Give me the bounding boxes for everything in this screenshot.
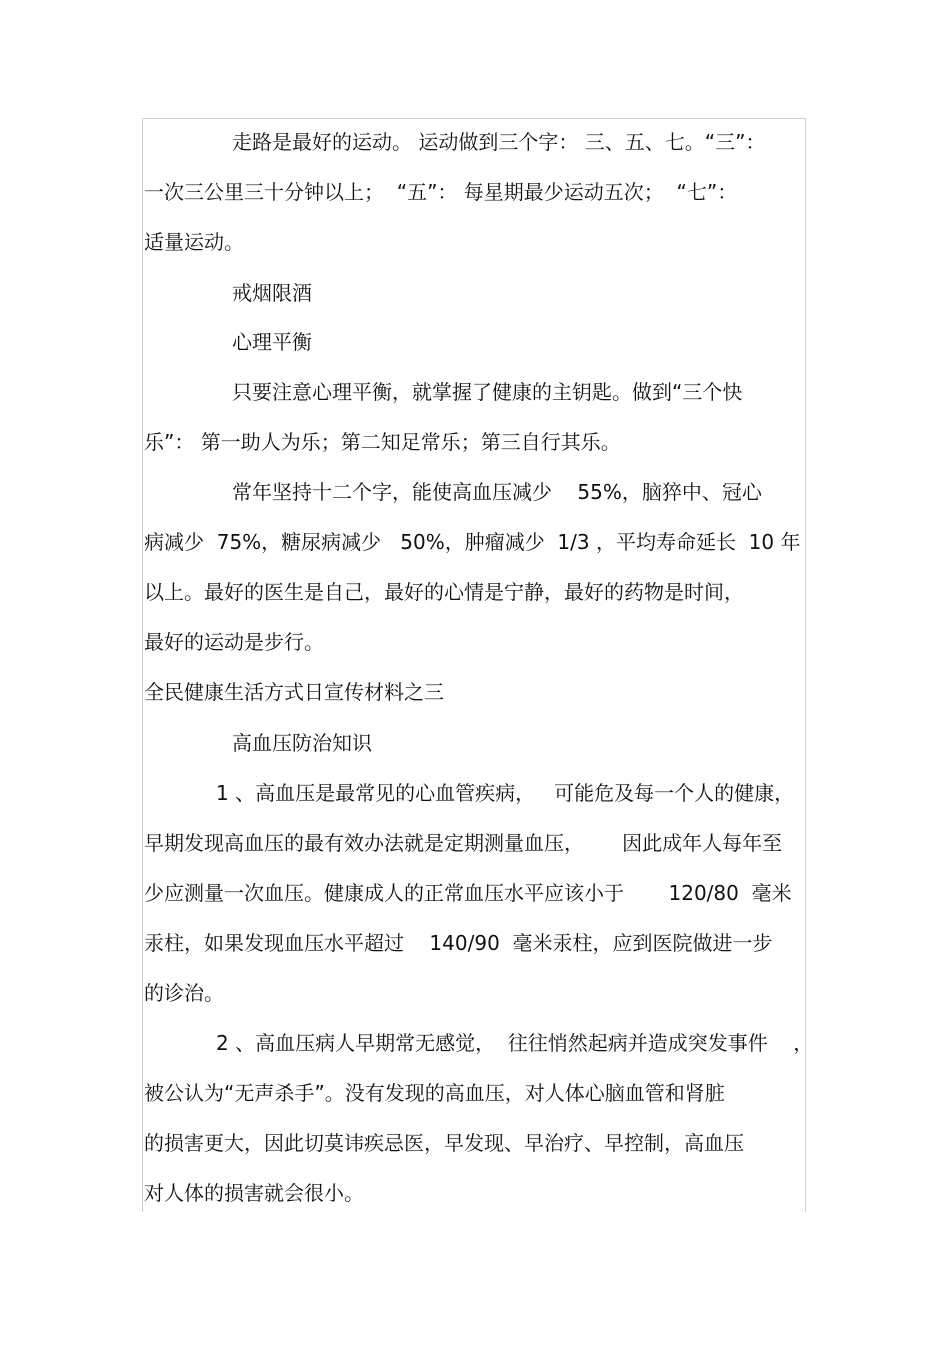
text-line: 1 、高血压是最常见的心血管疾病， 可能危及每一个人的健康，	[216, 781, 795, 805]
text-line: 的诊治。	[144, 981, 224, 1005]
section-heading: 高血压防治知识	[232, 731, 372, 755]
text-line: 最好的运动是步行。	[144, 630, 324, 654]
text-line: 汞柱，如果发现血压水平超过 140/90 毫米汞柱，应到医院做进一步	[144, 931, 773, 955]
text-line: 适量运动。	[144, 230, 244, 254]
text-line: 只要注意心理平衡，就掌握了健康的主钥匙。做到“三个快	[232, 380, 743, 404]
text-line: 走路是最好的运动。 运动做到三个字： 三、五、七。“三”：	[232, 130, 766, 154]
section-heading: 戒烟限酒	[232, 281, 312, 305]
text-line: 的损害更大，因此切莫讳疾忌医，早发现、早治疗、早控制，高血压	[144, 1131, 744, 1155]
text-line: 以上。最好的医生是自己，最好的心情是宁静，最好的药物是时间，	[144, 580, 744, 604]
text-line: 病减少 75%，糖尿病减少 50%，肿瘤减少 1/3 ，平均寿命延长 10 年	[144, 530, 801, 554]
text-line: 2 、高血压病人早期常无感觉， 往往悄然起病并造成突发事件 ，	[216, 1031, 814, 1055]
text-line: 早期发现高血压的最有效办法就是定期测量血压， 因此成年人每年至	[144, 831, 783, 855]
text-line: 少应测量一次血压。健康成人的正常血压水平应该小于 120/80 毫米	[144, 881, 792, 905]
text-line: 乐”： 第一助人为乐；第二知足常乐；第三自行其乐。	[144, 430, 621, 454]
text-line: 被公认为“无声杀手”。没有发现的高血压，对人体心脑血管和肾脏	[144, 1081, 725, 1105]
text-line: 一次三公里三十分钟以上； “五”： 每星期最少运动五次； “七”：	[144, 180, 738, 204]
text-line: 常年坚持十二个字，能使高血压减少 55%，脑猝中、冠心	[232, 480, 762, 504]
section-heading: 心理平衡	[232, 330, 312, 354]
text-line: 对人体的损害就会很小。	[144, 1181, 364, 1205]
document-title: 全民健康生活方式日宣传材料之三	[144, 680, 444, 704]
